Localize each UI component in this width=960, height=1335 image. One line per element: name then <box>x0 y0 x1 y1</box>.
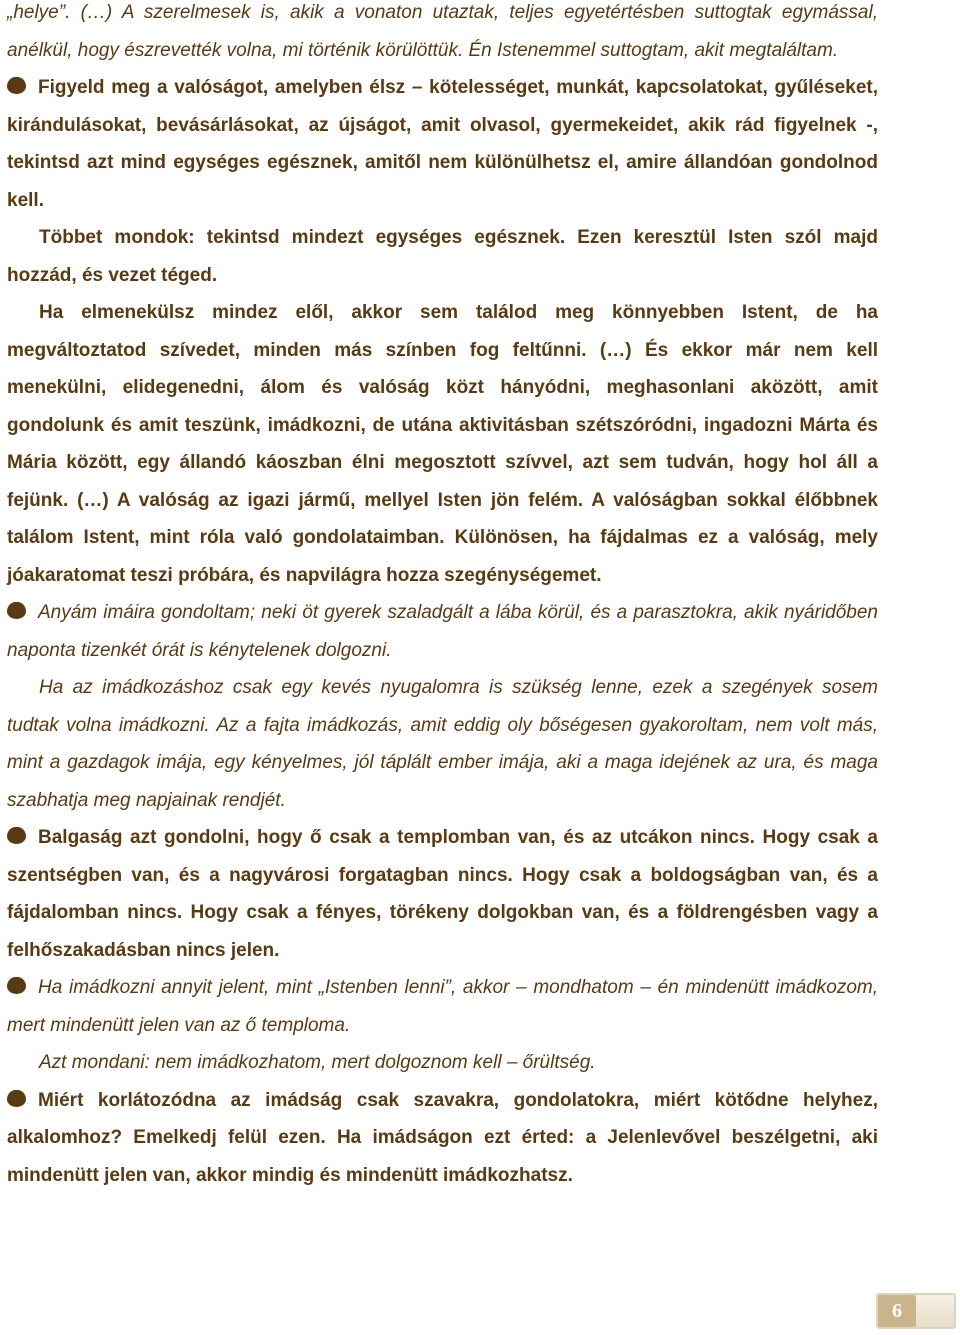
document-body <box>7 0 878 1194</box>
paragraph-9 <box>7 1044 878 1082</box>
leaf-bullet-icon <box>7 1090 26 1107</box>
paragraph-5 <box>7 594 878 669</box>
paragraph-text: „helye”. (…) A szerelmesek is, akik a vonaton utaztak, teljes egyetértésben suttogtak egymással, anélkül, hogy észrevették volna, mi történik körülöttük. Én Istenemmel suttogtam, akit megtaláltam. <box>7 2 878 61</box>
page-number-badge <box>876 1293 956 1329</box>
paragraph-2 <box>7 69 878 219</box>
paragraph-text: Anyám imáira gondoltam; neki öt gyerek szaladgált a lába körül, és a parasztokra, akik nyáridőben naponta tizenkét órát is kénytelenek dolgozni. <box>7 602 878 661</box>
leaf-bullet-icon <box>7 977 26 994</box>
paragraph-3 <box>7 219 878 294</box>
paragraph-8 <box>7 969 878 1044</box>
leaf-bullet-icon <box>7 602 26 619</box>
paragraph-6 <box>7 669 878 819</box>
paragraph-text: Ha elmenekülsz mindez elől, akkor sem találod meg könnyebben Istent, de ha megváltoztatod szívedet, minden más színben fog feltűnni. (…) És ekkor már nem kell menekülni, elidegenedni, álom és valóság közt hányódni, meghasonlani aközött, amit gondolunk és amit teszünk, imádkozni, de utána aktivitásban szétszóródni, ingadozni Márta és Mária között, egy állandó káoszban élni megosztott szívvel, azt sem tudván, hogy hol áll a fejünk. (…) A valóság az igazi jármű, mellyel Isten jön felém. A valóságban sokkal élőbbnek találom Istent, mint róla való gondolataimban. Különösen, ha fájdalmas ez a valóság, mely jóakaratomat teszi próbára, és napvilágra hozza szegénységemet. <box>7 302 878 586</box>
paragraph-text: Ha imádkozni annyit jelent, mint „Istenben lenni”, akkor – mondhatom – én mindenütt imádkozom, mert mindenütt jelen van az ő temploma. <box>7 977 878 1036</box>
paragraph-text: Figyeld meg a valóságot, amelyben élsz – kötelességet, munkát, kapcsolatokat, gyűléseket, kirándulásokat, bevásárlásokat, az újságot, amit olvasol, gyermekeidet, akik rád figyelnek -, tekintsd azt mind egységes egésznek, amitől nem különülhetsz el, amire állandóan gondolnod kell. <box>7 77 878 211</box>
paragraph-text: Többet mondok: tekintsd mindezt egységes egésznek. Ezen keresztül Isten szól majd hozzád, és vezet téged. <box>7 227 878 286</box>
paragraph-1 <box>7 0 878 69</box>
paragraph-4 <box>7 294 878 594</box>
paragraph-text: Balgaság azt gondolni, hogy ő csak a templomban van, és az utcákon nincs. Hogy csak a szentségben van, és a nagyvárosi forgatagban nincs. Hogy csak a boldogságban van, és a fájdalomban nincs. Hogy csak a fényes, törékeny dolgokban van, és a földrengésben vagy a felhőszakadásban nincs jelen. <box>7 827 878 961</box>
paragraph-10 <box>7 1082 878 1195</box>
paragraph-text: Ha az imádkozáshoz csak egy kevés nyugalomra is szükség lenne, ezek a szegények sosem tudtak volna imádkozni. Az a fajta imádkozás, amit eddig oly bőségesen gyakoroltam, nem volt más, mint a gazdagok imája, egy kényelmes, jól táplált ember imája, aki a maga idejének az ura, és maga szabhatja meg napjainak rendjét. <box>7 677 878 811</box>
leaf-bullet-icon <box>7 77 26 94</box>
leaf-bullet-icon <box>7 827 26 844</box>
paragraph-text: Miért korlátozódna az imádság csak szavakra, gondolatokra, miért kötődne helyhez, alkalomhoz? Emelkedj felül ezen. Ha imádságon ezt érted: a Jelenlevővel beszélgetni, aki mindenütt jelen van, akkor mindig és mindenütt imádkozhatsz. <box>7 1089 878 1186</box>
page-number: 6 <box>878 1295 916 1327</box>
paragraph-text: Azt mondani: nem imádkozhatom, mert dolgoznom kell – őrültség. <box>39 1052 596 1073</box>
paragraph-7 <box>7 819 878 969</box>
